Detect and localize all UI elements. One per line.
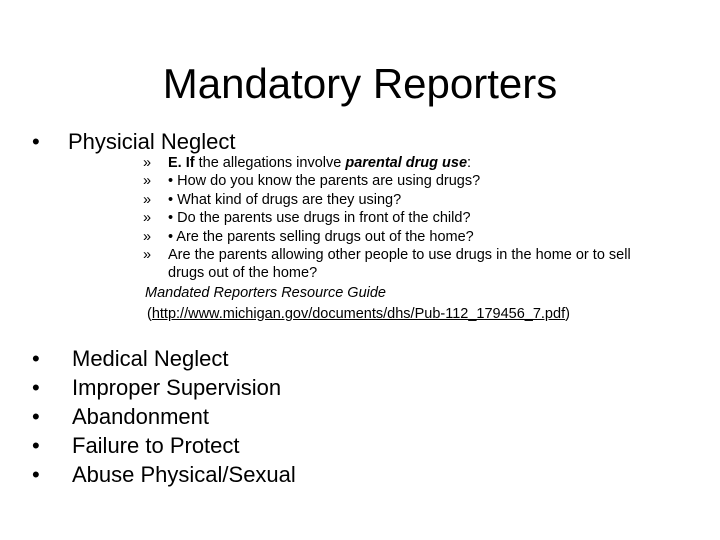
list-item-label: Failure to Protect	[72, 433, 240, 458]
sub-item-marker: »	[143, 155, 152, 171]
list-item-label: Improper Supervision	[72, 375, 282, 400]
sub-item-text: • How do you know the parents are using drugs?	[168, 173, 481, 190]
sub-item-text: • Do the parents use drugs in front of the child?	[168, 210, 471, 227]
sub-item	[143, 246, 663, 283]
sub-item-marker: »	[143, 210, 152, 227]
sub-item	[143, 228, 663, 246]
neglect-types-list	[30, 344, 296, 489]
sub-item	[143, 209, 663, 227]
sub-item-marker: »	[143, 191, 152, 208]
resource-guide-reference	[147, 305, 570, 323]
sub-item	[143, 172, 663, 190]
sub-item	[143, 191, 663, 209]
sub-item-text: Are the parents allowing other people to use drugs in the home or to sell drugs out of the home?	[168, 247, 631, 282]
resource-guide-link[interactable]: http://www.michigan.gov/documents/dhs/Pub-112_179456_7.pdf	[151, 306, 566, 322]
bullet-marker: •	[32, 404, 40, 429]
sub-item-prefix: E. If	[168, 155, 195, 171]
slide-title: Mandatory Reporters	[162, 60, 558, 107]
sub-item-emphasis: parental drug use	[345, 155, 468, 171]
list-item	[30, 431, 296, 460]
bullet-marker: •	[32, 375, 40, 400]
sub-item-marker: »	[143, 173, 152, 190]
paren-open: (	[147, 306, 152, 322]
sub-item-text	[168, 154, 663, 172]
list-item-label: Abuse Physical/Sexual	[72, 462, 296, 487]
neglect-bullet-label: Physicial Neglect	[68, 129, 236, 154]
sub-item-suffix: :	[467, 155, 472, 171]
sub-item	[143, 154, 663, 172]
sub-item-marker: »	[143, 228, 152, 245]
bullet-marker: •	[32, 462, 40, 487]
paren-close: )	[565, 306, 570, 322]
bullet-marker: •	[32, 433, 40, 458]
sub-item-marker: »	[143, 247, 152, 264]
bullet-marker: •	[32, 346, 40, 371]
bullet-marker: •	[32, 129, 40, 154]
sub-item-text: • What kind of drugs are they using?	[168, 191, 402, 208]
list-item	[30, 460, 296, 489]
list-item-label: Medical Neglect	[72, 346, 229, 371]
neglect-bullet	[30, 128, 236, 156]
resource-guide-title: Mandated Reporters Resource Guide	[145, 285, 386, 301]
list-item	[30, 344, 296, 373]
sub-item-text: • Are the parents selling drugs out of the home?	[168, 228, 474, 245]
list-item-label: Abandonment	[72, 404, 209, 429]
sub-item-body: the allegations involve	[194, 155, 346, 171]
drug-use-questions	[143, 154, 663, 283]
list-item	[30, 402, 296, 431]
list-item	[30, 373, 296, 402]
